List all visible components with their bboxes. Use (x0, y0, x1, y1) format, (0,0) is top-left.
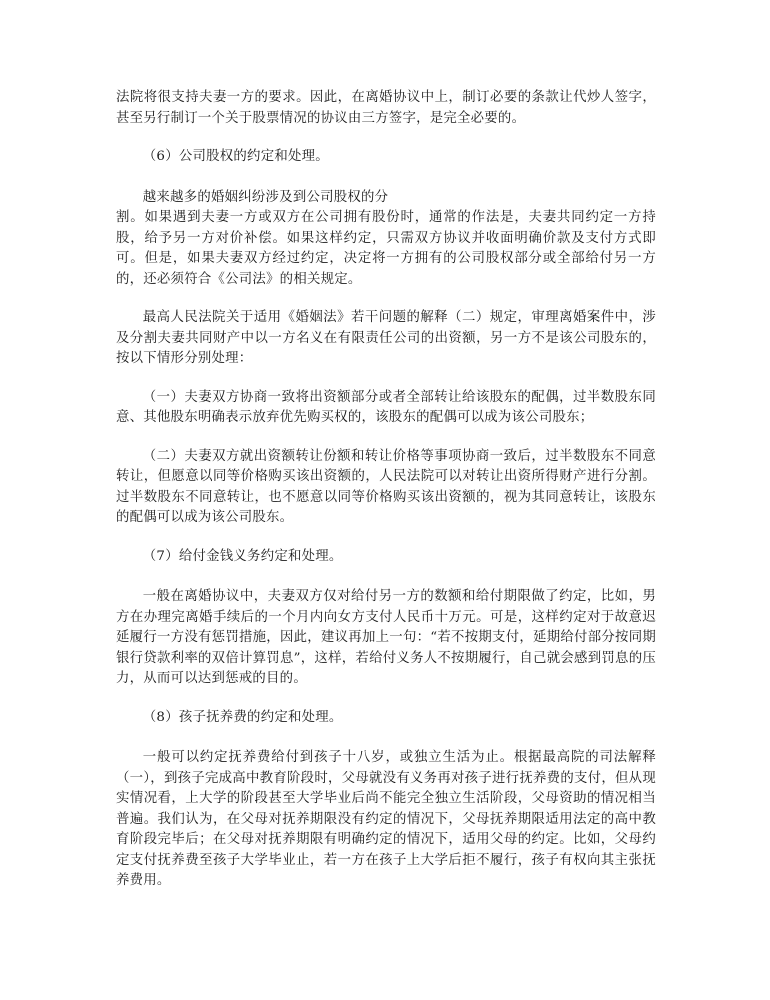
paragraph-payment: 一般在离婚协议中，夫妻双方仅对给付另一方的数额和给付期限做了约定，比如，男方在办理完离婚手续后的一个月内向女方支付人民币十万元。可是，这样约定对于故意迟延履行一方没有惩罚措施，因此，建议再加上一句：“若不按期支付，延期给付部分按同期银行贷款利率的双倍计算罚息”，这样，若给付义务人不按期履行，自己就会感到罚息的压力，从而可以达到惩戒的目的。 (116, 589, 656, 686)
paragraph-case-two: （二）夫妻双方就出资额转让份额和转让价格等事项协商一致后，过半数股东不同意转让，但愿意以同等价格购买该出资额的，人民法院可以对转让出资所得财产进行分割。过半数股东不同意转让，也不愿意以同等价格购买该出资额的，视为其同意转让，该股东的配偶可以成为该公司股东。 (116, 448, 656, 525)
section-heading-6: （6）公司股权的约定和处理。 (142, 149, 329, 164)
section-heading-7: （7）给付金钱义务约定和处理。 (142, 548, 343, 564)
document-page (116, 88, 656, 910)
paragraph-equity-intro: 越来越多的婚姻纠纷涉及到公司股权的分 (142, 189, 389, 205)
paragraph-child-support: 一般可以约定抚养费给付到孩子十八岁，或独立生活为止。根据最高院的司法解释（一），到孩子完成高中教育阶段时，父母就没有义务再对孩子进行抚养费的支付，但从现实情况看，上大学的阶段甚至大学毕业后尚不能完全独立生活阶段，父母资助的情况相当普遍。我们认为，在父母对抚养期限没有约定的情况下，父母抚养期限适用法定的高中教育阶段完毕后；在父母对抚养期限有明确约定的情况下，适用父母的约定。比如，父母约定支付抚养费至孩子大学毕业止，若一方在孩子上大学后拒不履行，孩子有权向其主张抚养费用。 (116, 750, 656, 888)
section-heading-8: （8）孩子抚养费的约定和处理。 (142, 709, 343, 725)
paragraph-equity-body: 割。如果遇到夫妻一方或双方在公司拥有股份时，通常的作法是，夫妻共同约定一方持股，给予另一方对价补偿。如果这样约定，只需双方协议并收面明确价款及支付方式即可。但是，如果夫妻双方经过约定，决定将一方拥有的公司股权部分或全部给付另一方的，还必须符合《公司法》的相关规定。 (116, 210, 656, 287)
paragraph-continued: 法院将很支持夫妻一方的要求。因此，在离婚协议中上，制订必要的条款让代炒人签字，甚至另行制订一个关于股票情况的协议由三方签字，是完全必要的。 (116, 90, 656, 126)
paragraph-case-one: （一）夫妻双方协商一致将出资额部分或者全部转让给该股东的配偶，过半数股东同意、其他股东明确表示放弃优先购买权的，该股东的配偶可以成为该公司股东； (116, 389, 656, 425)
paragraph-judicial-interpretation: 最高人民法院关于适用《婚姻法》若干问题的解释（二）规定，审理离婚案件中，涉及分割夫妻共同财产中以一方名义在有限责任公司的出资额，另一方不是该公司股东的，按以下情形分别处理： (116, 310, 656, 366)
